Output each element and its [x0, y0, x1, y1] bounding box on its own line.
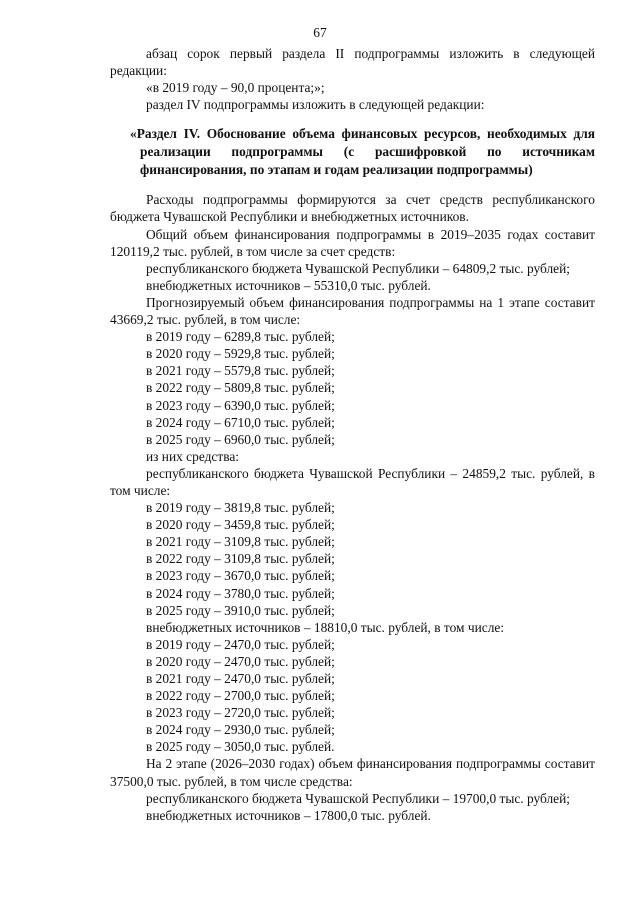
- year-line: в 2025 году – 6960,0 тыс. рублей;: [146, 431, 335, 447]
- year-line: в 2023 году – 6390,0 тыс. рублей;: [146, 397, 335, 413]
- body-paragraph: На 2 этапе (2026–2030 годах) объем финансирования подпрограммы составит 37500,0 тыс. рублей, в том числе средства:: [110, 756, 595, 789]
- body-paragraph: Общий объем финансирования подпрограммы в 2019–2035 годах составит 120119,2 тыс. рублей, в том числе за счет средств:: [110, 226, 595, 259]
- body-paragraph: республиканского бюджета Чувашской Республики – 19700,0 тыс. рублей;: [146, 790, 571, 806]
- year-line: в 2025 году – 3910,0 тыс. рублей;: [146, 602, 335, 618]
- page-content: [110, 45, 595, 824]
- intro-paragraph-2: «в 2019 году – 90,0 процента;»;: [146, 80, 325, 96]
- body-paragraph: внебюджетных источников – 18810,0 тыс. рублей, в том числе:: [146, 619, 505, 635]
- year-line: в 2023 году – 3670,0 тыс. рублей;: [146, 568, 335, 584]
- body-paragraph: Расходы подпрограммы формируются за счет средств республиканского бюджета Чувашской Республики и внебюджетных источников.: [110, 192, 595, 225]
- year-line: в 2023 году – 2720,0 тыс. рублей;: [146, 705, 335, 721]
- year-line: в 2019 году – 3819,8 тыс. рублей;: [146, 500, 335, 516]
- intro-paragraph-1: абзац сорок первый раздела II подпрограммы изложить в следующей редакции:: [110, 46, 595, 79]
- body-paragraph: республиканского бюджета Чувашской Республики – 24859,2 тыс. рублей, в том числе:: [110, 465, 595, 498]
- body-paragraph: Прогнозируемый объем финансирования подпрограммы на 1 этапе составит 43669,2 тыс. рублей, в том числе:: [110, 294, 595, 328]
- year-line: в 2022 году – 3109,8 тыс. рублей;: [146, 551, 335, 567]
- year-line: в 2021 году – 2470,0 тыс. рублей;: [146, 671, 335, 686]
- year-line: в 2019 году – 2470,0 тыс. рублей;: [146, 636, 335, 652]
- year-line: в 2022 году – 5809,8 тыс. рублей;: [146, 380, 335, 396]
- year-line: в 2025 году – 3050,0 тыс. рублей.: [146, 739, 335, 755]
- body-paragraph: внебюджетных источников – 55310,0 тыс. рублей.: [146, 277, 431, 293]
- year-line: в 2020 году – 5929,8 тыс. рублей;: [146, 346, 335, 362]
- intro-paragraph-3: раздел IV подпрограммы изложить в следующей редакции:: [146, 97, 485, 113]
- body-paragraph: республиканского бюджета Чувашской Республики – 64809,2 тыс. рублей;: [146, 260, 571, 276]
- year-line: в 2024 году – 2930,0 тыс. рублей;: [146, 722, 335, 738]
- year-line: в 2024 году – 3780,0 тыс. рублей;: [146, 585, 335, 601]
- section-heading: «Раздел IV. Обоснование объема финансовых ресурсов, необходимых для реализации подпрограммы (с расшифровкой по источникам финансирования, по этапам и годам реализации подпрограммы): [130, 126, 595, 178]
- body-paragraph: внебюджетных источников – 17800,0 тыс. рублей.: [146, 807, 431, 823]
- page-number: 67: [313, 25, 327, 40]
- year-line: в 2020 году – 3459,8 тыс. рублей;: [146, 517, 335, 533]
- year-line: в 2021 году – 3109,8 тыс. рублей;: [146, 534, 335, 550]
- year-line: в 2021 году – 5579,8 тыс. рублей;: [146, 363, 335, 379]
- year-line: в 2022 году – 2700,0 тыс. рублей;: [146, 688, 335, 704]
- year-line: в 2020 году – 2470,0 тыс. рублей;: [146, 653, 335, 669]
- year-line: в 2024 году – 6710,0 тыс. рублей;: [146, 414, 335, 430]
- body-paragraph: из них средства:: [146, 448, 240, 464]
- year-line: в 2019 году – 6289,8 тыс. рублей;: [146, 329, 335, 345]
